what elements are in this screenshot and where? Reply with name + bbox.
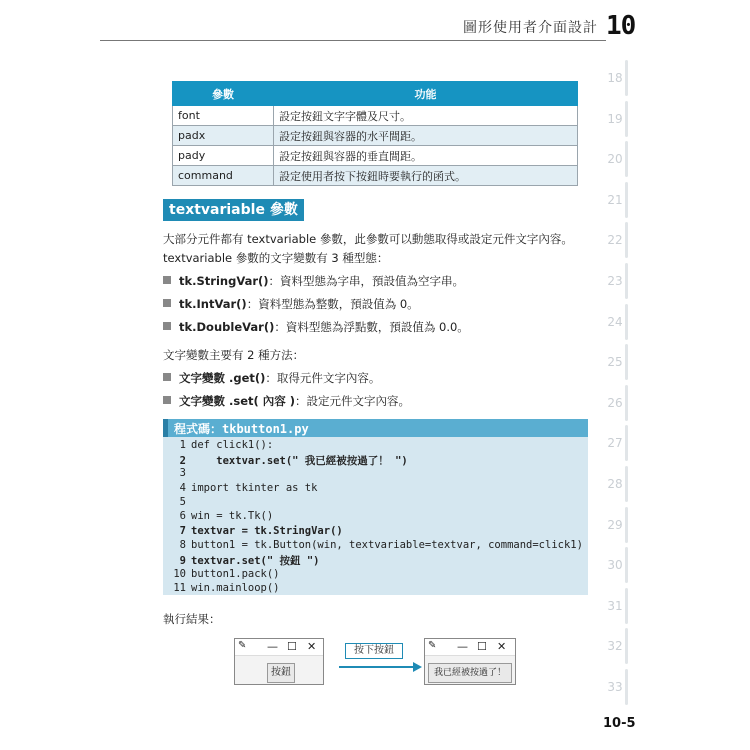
paragraph-types-intro: textvariable 參數的文字變數有 3 種型態： [163,251,389,265]
side-tab-bar [625,141,628,177]
side-tab: 23 [607,274,623,288]
side-tab-bar [625,425,628,461]
parameter-table [172,81,578,186]
tk-feather-icon: ✎ [428,640,437,651]
method-desc: ：取得元件文字內容。 [265,371,381,385]
table-cell-param: padx [173,126,274,146]
side-tab: 22 [607,233,623,248]
maximize-icon[interactable]: ☐ [287,640,297,653]
close-icon[interactable]: ✕ [307,640,317,653]
code-line: 6 win = tk.Tk() [179,510,274,522]
bullet-square-icon [163,276,171,284]
code-line: 9 textvar.set(" 按鈕 ") [179,555,320,567]
method-desc: ：設定元件文字內容。 [295,394,411,408]
table-cell-param: command [173,166,274,186]
page-number: 10-5 [603,716,636,731]
side-tab-bar [625,344,628,380]
table-cell-param: font [173,106,274,126]
tk-feather-icon: ✎ [238,640,247,651]
maximize-icon[interactable]: ☐ [477,640,487,653]
bullet-square-icon [163,396,171,404]
type-desc: ：資料型態為浮點數，預設值為 0.0。 [274,320,469,334]
tk-window-after [424,638,516,685]
table-cell-function: 設定按鈕與容器的水平間距。 [274,126,578,146]
code-line: 11 win.mainloop() [173,582,280,594]
type-desc: ：資料型態為字串，預設值為空字串。 [268,274,465,288]
side-tab: 19 [607,111,623,126]
paragraph-methods-intro: 文字變數主要有 2 種方法： [163,348,305,362]
side-tab-bar [625,222,628,258]
result-label: 執行結果： [163,612,221,626]
side-tab: 20 [607,152,623,167]
side-tab-bar [625,304,628,340]
list-item [163,370,380,386]
code-line: 8 button1 = tk.Button(win, textvariable=textvar, command=click1) [179,539,583,551]
side-tab-bar [625,60,628,96]
table-row [173,146,578,166]
type-desc: ：資料型態為整數，預設值為 0。 [246,297,419,311]
table-cell-function: 設定按鈕與容器的垂直間距。 [274,146,578,166]
side-tab-bar [625,669,628,705]
side-tab-bar [625,507,628,543]
side-tab: 26 [607,395,623,410]
chapter-number: 10 [606,11,636,41]
paragraph-intro: 大部分元件都有 textvariable 參數，此參數可以動態取得或設定元件文字內容。 [163,232,573,246]
side-tab: 31 [607,598,623,613]
chapter-title: 圖形使用者介面設計 [463,20,598,36]
tk-button[interactable]: 我已經被按過了！ [428,663,512,683]
type-name: tk.DoubleVar() [179,320,275,334]
tk-button[interactable]: 按鈕 [267,663,295,683]
bullet-square-icon [163,299,171,307]
minimize-icon[interactable]: — [457,640,468,653]
side-tab: 25 [607,355,623,370]
side-tab-bar [625,385,628,421]
list-item [163,296,419,312]
side-tab: 28 [607,477,623,491]
bullet-square-icon [163,373,171,381]
list-item [163,273,464,289]
bullet-square-icon [163,322,171,330]
code-line: 10 button1.pack() [173,568,280,580]
side-tab-bar [625,628,628,664]
list-item [163,393,410,409]
side-tab-bar [625,182,628,218]
table-row [173,126,578,146]
table-row [173,166,578,186]
table-header-param: 參數 [173,82,274,106]
side-tab: 21 [607,192,623,207]
table-header-function: 功能 [274,82,578,106]
minimize-icon[interactable]: — [267,640,278,653]
side-tab: 24 [607,314,623,329]
code-line: 4 import tkinter as tk [179,482,318,494]
side-tab: 30 [607,558,623,573]
side-tab: 27 [607,436,623,451]
side-tab: 33 [607,680,623,694]
code-line: 5 [179,496,186,508]
table-cell-function: 設定按鈕文字字體及尺寸。 [274,106,578,126]
table-header-row [173,82,578,106]
arrow-line [339,666,417,668]
type-name: tk.IntVar() [179,297,247,311]
method-name: 文字變數 .set( 內容 ) [179,394,296,408]
side-tab-bar [625,466,628,502]
table-row [173,106,578,126]
code-line: 2 textvar.set(" 我已經被按過了！ ") [179,455,408,467]
side-tab-bar [625,547,628,583]
close-icon[interactable]: ✕ [497,640,507,653]
action-label: 按下按鈕 [345,643,403,659]
type-name: tk.StringVar() [179,274,269,288]
method-name: 文字變數 .get() [179,371,266,385]
code-line: 7 textvar = tk.StringVar() [179,525,343,537]
side-tab: 32 [607,639,623,654]
header-rule [100,40,606,41]
side-tab-bar [625,263,628,299]
list-item [163,319,469,335]
table-cell-param: pady [173,146,274,166]
side-tab-bar [625,101,628,137]
tk-window-before [234,638,324,685]
code-line: 1 def click1(): [179,439,274,451]
section-heading: textvariable 參數 [163,199,304,221]
code-title: 程式碼：tkbutton1.py [174,422,309,436]
table-cell-function: 設定使用者按下按鈕時要執行的函式。 [274,166,578,186]
side-tab-bar [625,588,628,624]
side-tab: 29 [607,517,623,532]
side-tab: 18 [607,71,623,85]
code-line: 3 [179,467,186,479]
arrow-right-icon [413,662,422,672]
